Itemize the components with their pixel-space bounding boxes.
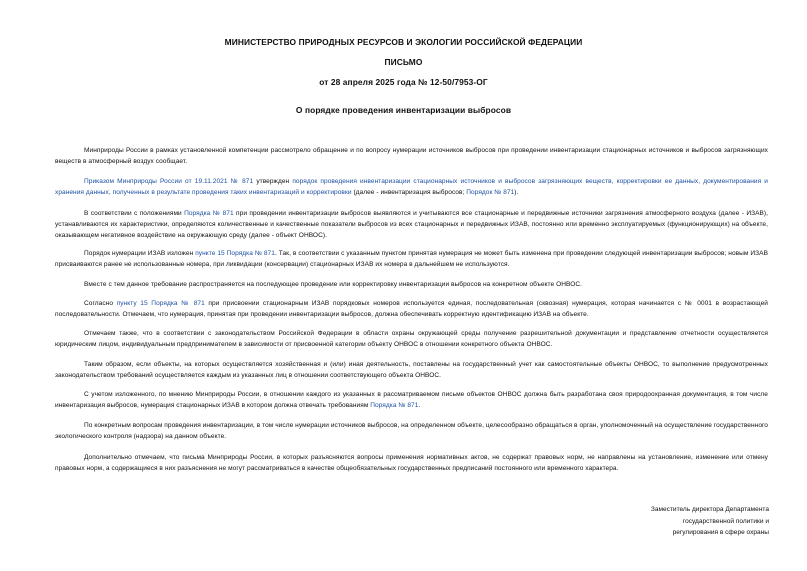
paragraph-text: Вместе с тем данное требование распространяется на последующее проведение или корректировку инвентаризации выбросов на конкретном объекте ОНВОС. (84, 281, 582, 288)
paragraph-5 (55, 279, 768, 290)
document-link[interactable]: порядок проведения инвентаризации стационарных источников и выбросов загрязняющих веществ, корректировки ее данных, документирования и хранения данных, полученных в результате проведения таких инвентаризаций и корректировки (55, 178, 769, 197)
paragraph-text: Минприроды России в рамках установленной компетенции рассмотрело обращение и по вопросу нумерации источников выбросов при проведении инвентаризации стационарных источников и выбросов загрязняющих веществ в атмосферный воздух сообщает. (55, 147, 768, 166)
paragraph-text: ). (514, 189, 519, 197)
paragraph-text: . (418, 402, 421, 410)
signature-line-1: Заместитель директора Департамента (650, 506, 769, 513)
signature-line-2: государственной политики и (682, 517, 769, 525)
signature-line-3: регулирования в сфере охраны (672, 529, 769, 536)
document-date-number: от 28 апреля 2025 года № 12-50/7953-ОГ (319, 77, 488, 87)
paragraph-6 (55, 298, 768, 320)
signature-block (569, 504, 769, 539)
paragraph-text: утвержден (253, 178, 293, 185)
document-link[interactable]: пункту 15 Порядка № 871 (116, 300, 205, 307)
paragraph-10 (55, 420, 768, 442)
document-type: ПИСЬМО (384, 57, 423, 67)
paragraph-text: По конкретным вопросам проведения инвентаризации, в том числе нумерации источников выбросов, на определенном объекте, целесообразно обращаться в орган, уполномоченный на осуществление государственного экологического контроля (надзора) на данном объекте. (55, 422, 768, 441)
paragraph-4 (55, 248, 768, 270)
paragraph-8 (55, 359, 768, 381)
paragraph-text: Таким образом, если объекты, на которых осуществляется хозяйственная и (или) иная деятельность, поставлены на государственный учет как самостоятельные объекты ОНВОС, то выполнение предусмотренных законодательством требований осуществляется каждым из указанных лиц в отношении соответствующего объекта ОНВОС. (55, 361, 768, 380)
document-subject: О порядке проведения инвентаризации выбросов (295, 105, 512, 115)
ministry-name: МИНИСТЕРСТВО ПРИРОДНЫХ РЕСУРСОВ И ЭКОЛОГИИ РОССИЙСКОЙ ФЕДЕРАЦИИ (224, 37, 583, 47)
paragraph-text: С учетом изложенного, по мнению Минприроды России, в отношении каждого из указанных в рассматриваемом письме объектов ОНВОС должна быть разработана своя природоохранная документация, в том числе инвентаризация выбросов, нумерация стационарных ИЗАВ в котором должна отвечать требованиям (55, 391, 768, 410)
paragraph-3 (55, 208, 768, 242)
paragraph-text: Дополнительно отмечаем, что письма Минприроды России, в которых разъясняются вопросы применения нормативных актов, не содержат правовых норм, не направлены на установление, изменение или отмену правовых норм, а содержащиеся в них разъяснения не могут рассматриваться в качестве общеобязательных государственных предписаний постоянного или временного характера. (55, 454, 768, 473)
paragraph-text: при присвоении стационарным ИЗАВ порядковых номеров используется единая, последовательная (сквозная) нумерация, которая начинается с № 0001 в возрастающей последовательности. Отмечаем, что нумерация, принятая при проведении инвентаризации выбросов, должна обеспечивать корректную идентификацию ИЗАВ на объекте. (55, 300, 768, 319)
paragraph-text: Согласно (84, 300, 117, 307)
document-link[interactable]: пункте 15 Порядка № 871 (195, 250, 275, 257)
document-link[interactable]: Порядок № 871 (466, 189, 515, 197)
paragraph-9 (55, 389, 768, 411)
paragraph-text: . Так, в соответствии с указанным пунктом принятая нумерация не может быть изменена при проведении следующей инвентаризации выбросов; новым ИЗАВ присваиваются ранее не использованные номера, при ликвидации (консервации) стационарных ИЗАВ их номера в дальнейшем не используются. (55, 250, 768, 269)
paragraph-text: В соответствии с положениями (84, 210, 185, 217)
paragraph-text: Порядок нумерации ИЗАВ изложен (84, 250, 196, 257)
document-link[interactable]: Порядка № 871 (370, 402, 419, 410)
document-link[interactable]: Приказом Минприроды России от 19.11.2021 № 871 (84, 178, 254, 185)
paragraph-text: Отмечаем также, что в соответствии с законодательством Российской Федерации в области охраны окружающей среды получение разрешительной документации и представление отчетности осуществляется юридическим лицом, индивидуальным предпринимателем в зависимости от присвоенной категории объекту ОНВОС в отношении конкретного объекта ОНВОС. (55, 330, 768, 349)
paragraph-2 (55, 176, 768, 198)
paragraph-text: (далее - инвентаризация выбросов; (351, 189, 467, 197)
paragraph-11 (55, 452, 768, 474)
paragraph-text: при проведении инвентаризации выбросов выявляются и учитываются все стационарные и передвижные источники загрязнения атмосферного воздуха (далее - ИЗАВ), устанавливаются их характеристики, определяются количественные и качественные показатели выбросов из всех стационарных и передвижных ИЗАВ, постоянно или временно эксплуатируемых (функционирующих) на объекте, оказывающем негативное воздействие на окружающую среду (далее - объект ОНВОС). (55, 210, 769, 240)
paragraph-7 (55, 328, 768, 350)
document-link[interactable]: Порядка № 871 (184, 210, 234, 217)
paragraph-1 (55, 145, 768, 167)
